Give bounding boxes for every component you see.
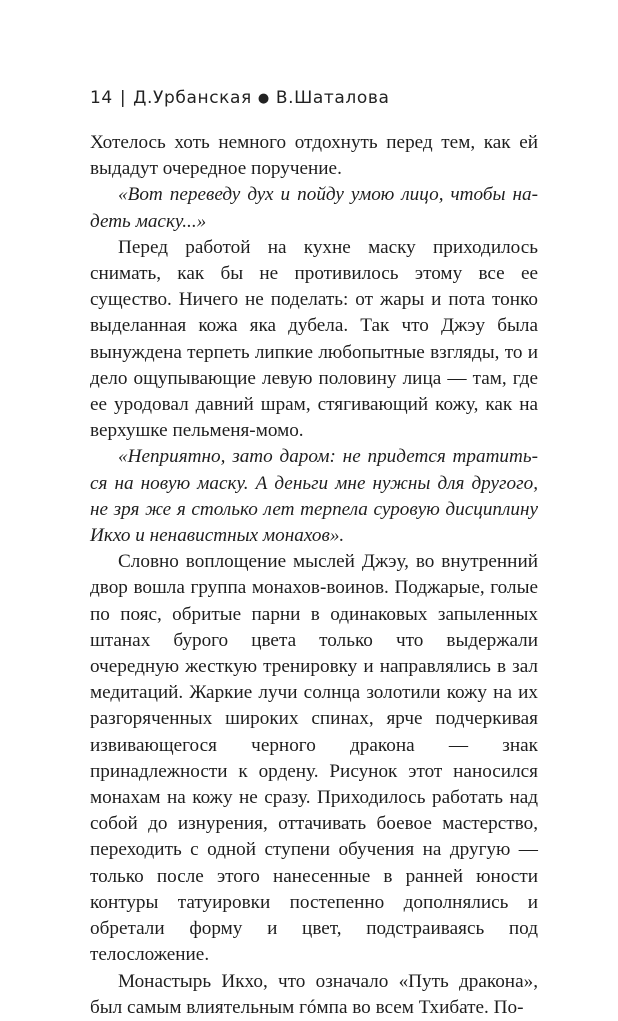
paragraph-3: Перед работой на кухне маску приходилось снимать, как бы не противилось этому все ее существо. Ничего не поделать: от жары и пота тонко выделанная кожа яка дубела. Так что Джэу была вынуждена терпеть липкие любопытные взгляды, то и дело ощупывающие левую половину лица — там, где ее уродовал давний шрам, стягивающий кожу, как на верхушке пельменя-момо.	[90, 236, 538, 442]
bullet-icon: ●	[257, 91, 270, 106]
paragraph-4-italic: «Неприятно, зато даром: не придется тратиться на новую маску. А деньги мне нужны для другого, не зря же я столько лет терпела суровую дисциплину Икхо и ненавистных монахов».	[90, 446, 538, 547]
author-name-2: В.Шаталова	[275, 88, 390, 108]
page-body	[90, 130, 538, 1021]
header-separator: |	[119, 88, 127, 108]
paragraph-5: Словно воплощение мыслей Джэу, во внутренний двор вошла группа монахов-воинов. Поджарые, голые по пояс, обритые парни в одинаковых запыленных штанах бурого цвета только что выдержали очередную жесткую тренировку и направлялись в зал медитаций. Жаркие лучи солнца золотили кожу на их разгоряченных широких спинах, ярче подчеркивая извивающегося черного дракона — знак принадлежности к ордену. Рисунок этот наносился монахам на кожу не сразу. Приходилось работать над собой до изнурения, оттачивать боевое мастерство, переходить с одной ступени обучения на другую — только после этого нанесенные в ранней юности контуры татуировки постепенно дополнялись и обретали форму и цвет, подстраиваясь под телосложение.	[90, 551, 538, 966]
running-header	[90, 88, 390, 108]
paragraph-2-italic: «Вот переведу дух и пойду умою лицо, чтобы надеть маску...»	[90, 184, 538, 232]
author-name-1: Д.Урбанская	[133, 88, 252, 108]
paragraph-6: Монастырь Икхо, что означало «Путь дракона», был самым влиятельным гóмпа во всем Тхибате. По-	[90, 970, 538, 1018]
paragraph-1: Хотелось хоть немного отдохнуть перед тем, как ей выдадут очередное поручение.	[90, 132, 538, 180]
page-number: 14	[90, 88, 113, 108]
